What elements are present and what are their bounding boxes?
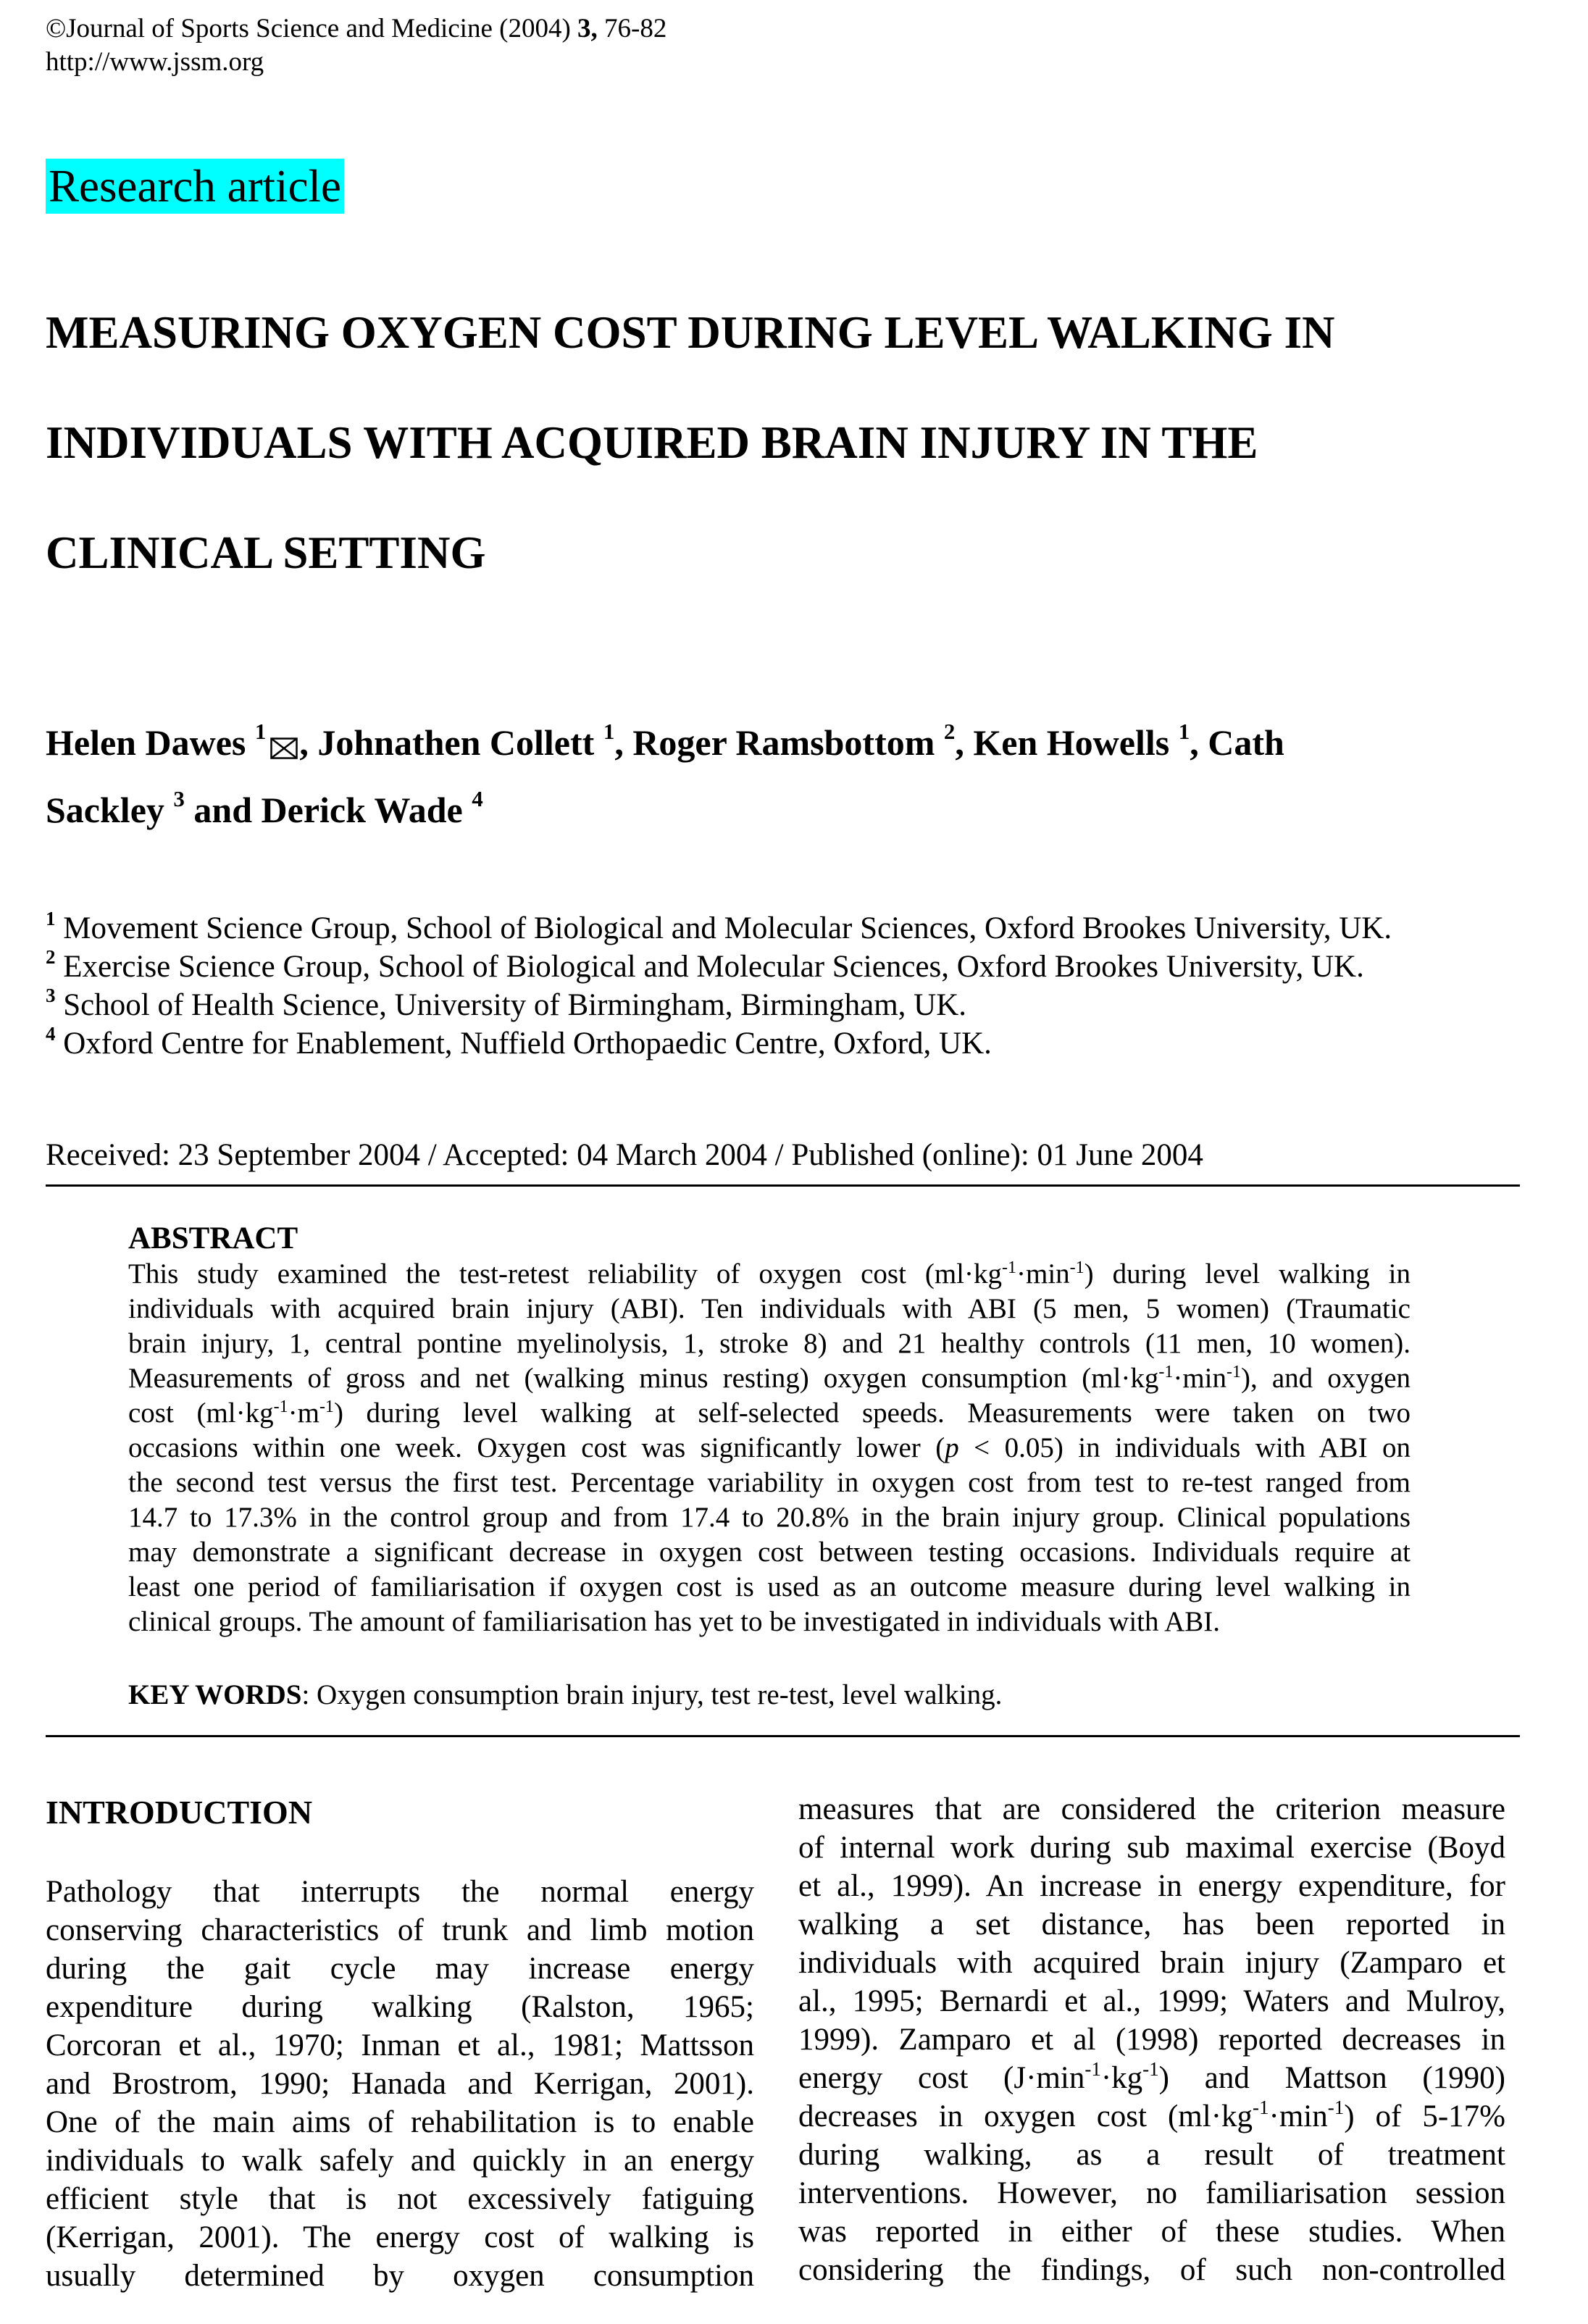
affiliation-text: School of Health Science, University of Birmingham, Birmingham, UK. (55, 988, 967, 1022)
article-type-badge: Research article (46, 159, 344, 214)
abstract-line: least one period of familiarisation if oxygen cost is used as an outcome measure during level walking in (128, 1571, 1411, 1602)
author-name: and Derick Wade (184, 790, 472, 830)
author-affiliation-number: 3 (173, 786, 185, 811)
author-affiliation-number: 1 (603, 719, 615, 744)
intro-col1-line: One of the main aims of rehabilitation is to enable (46, 2105, 754, 2139)
author-line-1 (46, 720, 1284, 769)
journal-volume: 3, (577, 14, 598, 43)
journal-prefix: ©Journal of Sports Science and Medicine (2004) (46, 14, 578, 43)
affiliation-3 (46, 986, 966, 1025)
author-affiliation-number: 2 (943, 719, 956, 744)
intro-col2-line: was reported in either of these studies. When (798, 2215, 1505, 2249)
author-name: , Ken Howells (955, 722, 1179, 763)
author-name: Helen Dawes (46, 722, 255, 763)
intro-col2-line: energy cost $(J\cdot\min^{-1}\cdot kg^{-1})$ and Mattson (1990) (798, 2058, 1505, 2095)
intro-col2-line: during walking, as a result of treatment (798, 2138, 1505, 2172)
journal-citation (46, 12, 666, 46)
keywords-label: KEY WORDS (128, 1679, 302, 1710)
author-line-2 (46, 787, 483, 832)
intro-col2-line: considering the findings, of such non-controlled (798, 2253, 1505, 2287)
abstract-line: This study examined the test-retest reliability of oxygen cost $(ml\cdot kg^{-1}\cdot\min^{-1})$ during level walking in (128, 1258, 1411, 1290)
intro-col1-line: usually determined by oxygen consumption (46, 2259, 754, 2293)
section-heading-introduction: INTRODUCTION (46, 1794, 313, 1831)
abstract-line: Measurements of gross and net (walking minus resting) oxygen consumption $(ml\cdot kg^{-1}\cdot\min^{-1})$, and oxygen (128, 1363, 1411, 1394)
intro-col2-line: 1999). Zamparo et al (1998) reported decreases in (798, 2023, 1505, 2057)
affiliation-2 (46, 948, 1364, 987)
intro-col1-line: efficient style that is not excessively fatiguing (46, 2182, 754, 2216)
title-line-2: INDIVIDUALS WITH ACQUIRED BRAIN INJURY IN THE (46, 417, 1258, 468)
intro-col1-line: and Brostrom, 1990; Hanada and Kerrigan, 2001). (46, 2067, 754, 2101)
keywords (128, 1678, 1002, 1713)
affiliation-number: 1 (46, 908, 56, 929)
abstract-heading: ABSTRACT (128, 1221, 298, 1255)
title-line-3: CLINICAL SETTING (46, 527, 486, 578)
author-name: , Roger Ramsbottom (614, 722, 944, 763)
author-affiliation-number: 1 (1178, 719, 1190, 744)
author-name: , Cath (1190, 722, 1284, 763)
author-affiliation-number: 4 (472, 786, 483, 811)
envelope-icon[interactable] (270, 724, 298, 769)
intro-col1-line: Corcoran et al., 1970; Inman et al., 1981; Mattsson (46, 2028, 754, 2062)
divider (46, 1184, 1520, 1187)
intro-col2-line: walking a set distance, has been reported in (798, 1907, 1505, 1941)
abstract-line: occasions within one week. Oxygen cost was significantly lower (p < 0.05) in individuals with ABI on (128, 1432, 1411, 1463)
affiliation-4 (46, 1024, 992, 1063)
affiliation-text: Oxford Centre for Enablement, Nuffield Orthopaedic Centre, Oxford, UK. (55, 1027, 992, 1061)
intro-col2-line: of internal work during sub maximal exercise (Boyd (798, 1831, 1505, 1865)
abstract-line: individuals with acquired brain injury (ABI). Ten individuals with ABI (5 men, 5 women) (Traumatic (128, 1293, 1411, 1324)
author-affiliation-number: 1 (254, 719, 267, 744)
author-name: Sackley (46, 790, 174, 830)
intro-col1-line: Pathology that interrupts the normal energy (46, 1875, 754, 1909)
affiliation-number: 3 (46, 985, 56, 1006)
intro-col2-line: interventions. However, no familiarisation session (798, 2176, 1505, 2210)
author-name: , Johnathen Collett (299, 722, 603, 763)
intro-col1-line: during the gait cycle may increase energy (46, 1952, 754, 1986)
abstract-line: may demonstrate a significant decrease in oxygen cost between testing occasions. Individuals require at (128, 1537, 1411, 1568)
affiliation-number: 4 (46, 1023, 56, 1045)
intro-col1-line: expenditure during walking (Ralston, 1965; (46, 1990, 754, 2024)
intro-col1-line: (Kerrigan, 2001). The energy cost of walking is (46, 2220, 754, 2254)
affiliation-number: 2 (46, 946, 56, 968)
divider (46, 1735, 1520, 1737)
intro-col2-line: measures that are considered the criterion measure (798, 1792, 1505, 1826)
abstract-line: the second test versus the first test. Percentage variability in oxygen cost from test to re-test ranged from (128, 1467, 1411, 1498)
affiliation-text: Movement Science Group, School of Biological and Molecular Sciences, Oxford Brookes University, UK. (55, 911, 1392, 945)
abstract-line: clinical groups. The amount of familiarisation has yet to be investigated in individuals with ABI. (128, 1606, 1221, 1637)
affiliation-text: Exercise Science Group, School of Biological and Molecular Sciences, Oxford Brookes University, UK. (55, 950, 1364, 984)
abstract-line: 14.7 to 17.3% in the control group and from 17.4 to 20.8% in the brain injury group. Clinical populations (128, 1502, 1411, 1533)
abstract-line: brain injury, 1, central pontine myelinolysis, 1, stroke 8) and 21 healthy controls (11 men, 10 women). (128, 1328, 1411, 1359)
intro-col2-line: al., 1995; Bernardi et al., 1999; Waters and Mulroy, (798, 1984, 1505, 2018)
intro-col2-line: decreases in oxygen cost $(ml\cdot kg^{-1}\cdot\min^{-1})$ of 5-17% (798, 2097, 1505, 2133)
intro-col1-line: individuals to walk safely and quickly in an energy (46, 2144, 754, 2178)
keywords-text: : Oxygen consumption brain injury, test re-test, level walking. (301, 1679, 1003, 1710)
publication-dates: Received: 23 September 2004 / Accepted: 04 March 2004 / Published (online): 01 June 2004 (46, 1138, 1203, 1172)
intro-col1-line: conserving characteristics of trunk and limb motion (46, 1913, 754, 1947)
intro-col2-line: et al., 1999). An increase in energy expenditure, for (798, 1869, 1505, 1903)
title-line-1: MEASURING OXYGEN COST DURING LEVEL WALKING IN (46, 307, 1335, 358)
abstract-line: cost $(ml\cdot kg^{-1}\cdot m^{-1})$ during level walking at self-selected speeds. Measurements were taken on two (128, 1397, 1411, 1429)
journal-pages: 76-82 (597, 14, 667, 43)
affiliation-1 (46, 909, 1392, 948)
intro-col2-line: individuals with acquired brain injury (Zamparo et (798, 1946, 1505, 1980)
journal-url[interactable]: http://www.jssm.org (46, 47, 264, 77)
